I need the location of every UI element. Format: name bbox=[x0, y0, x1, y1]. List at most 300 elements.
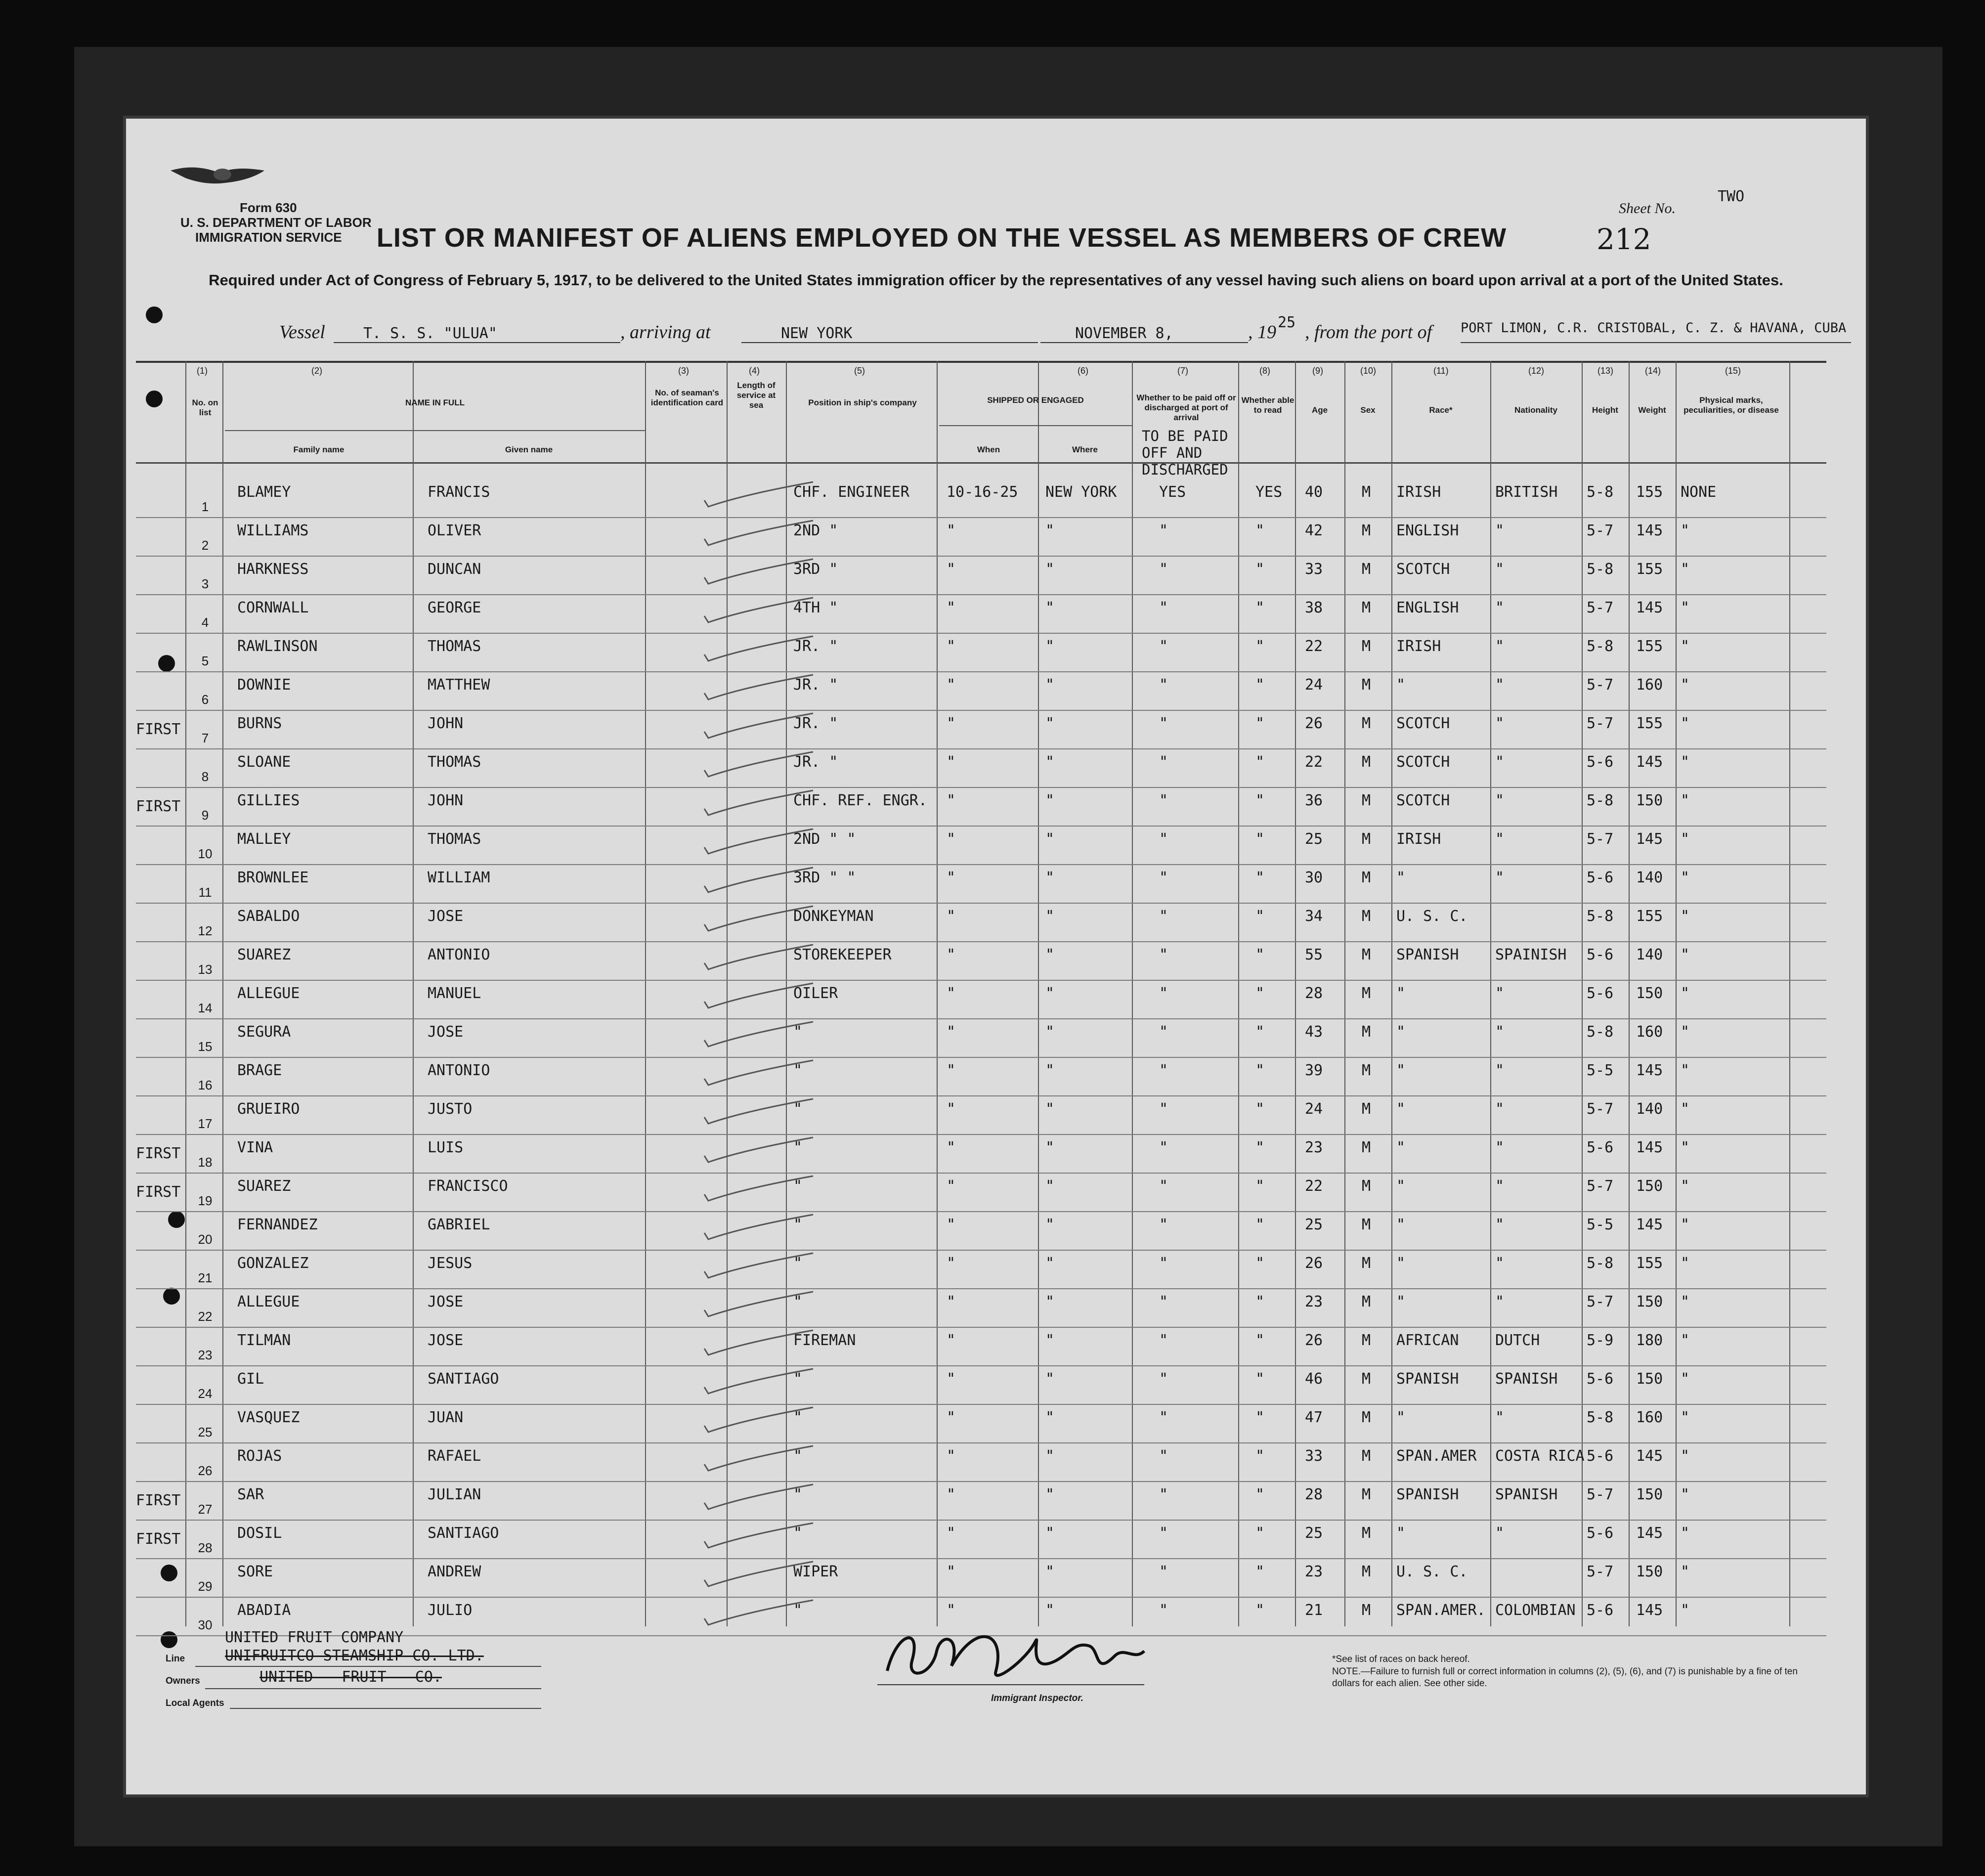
given-name-cell: JOSE bbox=[428, 1293, 464, 1310]
sheet-number-label: Sheet No. bbox=[1619, 200, 1676, 217]
header-physical-marks: Physical marks, peculiarities, or disease bbox=[1683, 395, 1779, 415]
age-cell: 22 bbox=[1305, 753, 1323, 771]
family-name-cell: WILLIAMS bbox=[237, 522, 309, 539]
family-name-cell: GONZALEZ bbox=[237, 1255, 309, 1272]
nationality-cell: " bbox=[1495, 1255, 1505, 1272]
list-number: 212 bbox=[1597, 222, 1651, 256]
shipped-where-cell: " bbox=[1045, 792, 1055, 809]
arrival-port-field bbox=[741, 321, 1038, 343]
header-shipped-engaged: SHIPPED OR ENGAGED bbox=[987, 395, 1084, 405]
age-cell: 24 bbox=[1305, 676, 1323, 694]
paid-off-cell: " bbox=[1159, 522, 1168, 539]
page-title: LIST OR MANIFEST OF ALIENS EMPLOYED ON THE VESSEL AS MEMBERS OF CREW bbox=[376, 223, 1507, 253]
paid-off-cell: " bbox=[1159, 792, 1168, 809]
service-name: IMMIGRATION SERVICE bbox=[195, 230, 342, 245]
position-cell: " bbox=[793, 1139, 803, 1156]
height-cell: 5-7 bbox=[1587, 522, 1614, 539]
paid-off-cell: " bbox=[1159, 1332, 1168, 1349]
weight-cell: 145 bbox=[1636, 830, 1663, 848]
check-mark-icon bbox=[699, 904, 828, 938]
vessel-label: Vessel bbox=[279, 322, 325, 343]
weight-cell: 150 bbox=[1636, 1370, 1663, 1388]
sex-cell: M bbox=[1362, 599, 1371, 616]
owners-label: Owners bbox=[166, 1676, 200, 1686]
shipped-when-cell: " bbox=[947, 1178, 956, 1195]
weight-cell: 145 bbox=[1636, 1062, 1663, 1079]
nationality-cell: COLOMBIAN bbox=[1495, 1602, 1576, 1619]
able-to-read-cell: " bbox=[1255, 715, 1265, 732]
height-cell: 5-8 bbox=[1587, 792, 1614, 809]
nationality-cell: " bbox=[1495, 599, 1505, 616]
shipped-where-cell: " bbox=[1045, 1023, 1055, 1041]
nationality-cell: SPANISH bbox=[1495, 1370, 1558, 1388]
position-cell: OILER bbox=[793, 985, 838, 1002]
height-cell: 5-6 bbox=[1587, 1525, 1614, 1542]
height-cell: 5-6 bbox=[1587, 753, 1614, 771]
paid-off-cell: " bbox=[1159, 676, 1168, 694]
family-name-cell: RAWLINSON bbox=[237, 638, 318, 655]
nationality-cell: " bbox=[1495, 1216, 1505, 1233]
shipped-where-cell: " bbox=[1045, 1332, 1055, 1349]
row-number: 28 bbox=[198, 1540, 213, 1555]
row-number: 6 bbox=[201, 692, 209, 707]
row-number: 12 bbox=[198, 923, 213, 938]
shipped-when-cell: " bbox=[947, 1332, 956, 1349]
race-cell: U. S. C. bbox=[1396, 1563, 1468, 1580]
position-cell: " bbox=[793, 1100, 803, 1118]
row-note: FIRST bbox=[136, 1183, 181, 1201]
paid-off-cell: " bbox=[1159, 753, 1168, 771]
sex-cell: M bbox=[1362, 522, 1371, 539]
shipped-when-cell: " bbox=[947, 908, 956, 925]
family-name-cell: SUAREZ bbox=[237, 1178, 291, 1195]
shipped-header-divider bbox=[939, 425, 1132, 426]
height-cell: 5-8 bbox=[1587, 1023, 1614, 1041]
row-number: 27 bbox=[198, 1502, 213, 1517]
shipped-where-cell: NEW YORK bbox=[1045, 483, 1117, 501]
shipped-when-cell: " bbox=[947, 715, 956, 732]
sex-cell: M bbox=[1362, 1023, 1371, 1041]
shipped-when-cell: " bbox=[947, 638, 956, 655]
shipped-when-cell: " bbox=[947, 946, 956, 963]
given-name-cell: THOMAS bbox=[428, 830, 481, 848]
position-cell: 3RD " " bbox=[793, 869, 856, 886]
family-name-cell: SORE bbox=[237, 1563, 273, 1580]
physical-marks-cell: " bbox=[1681, 638, 1690, 655]
race-cell: ENGLISH bbox=[1396, 522, 1459, 539]
sex-cell: M bbox=[1362, 1370, 1371, 1388]
arrival-port: NEW YORK bbox=[781, 325, 853, 342]
shipped-when-cell: " bbox=[947, 676, 956, 694]
sex-cell: M bbox=[1362, 1062, 1371, 1079]
age-cell: 30 bbox=[1305, 869, 1323, 886]
sex-cell: M bbox=[1362, 1602, 1371, 1619]
table-row bbox=[136, 1289, 1826, 1328]
given-name-cell: OLIVER bbox=[428, 522, 481, 539]
sex-cell: M bbox=[1362, 483, 1371, 501]
check-mark-icon bbox=[699, 1366, 828, 1401]
paid-off-cell: " bbox=[1159, 1525, 1168, 1542]
physical-marks-cell: " bbox=[1681, 830, 1690, 848]
race-cell: " bbox=[1396, 1525, 1406, 1542]
weight-cell: 145 bbox=[1636, 1602, 1663, 1619]
age-cell: 26 bbox=[1305, 1332, 1323, 1349]
race-cell: " bbox=[1396, 869, 1406, 886]
position-cell: " bbox=[793, 1023, 803, 1041]
height-cell: 5-7 bbox=[1587, 1100, 1614, 1118]
given-name-cell: GABRIEL bbox=[428, 1216, 490, 1233]
height-cell: 5-5 bbox=[1587, 1062, 1614, 1079]
family-name-cell: ROJAS bbox=[237, 1447, 282, 1465]
column-number: (5) bbox=[854, 366, 865, 376]
row-number: 15 bbox=[198, 1039, 213, 1054]
table-row bbox=[136, 1405, 1826, 1443]
row-number: 4 bbox=[201, 615, 209, 630]
nationality-cell: SPAINISH bbox=[1495, 946, 1567, 963]
sex-cell: M bbox=[1362, 1178, 1371, 1195]
height-cell: 5-8 bbox=[1587, 908, 1614, 925]
sex-cell: M bbox=[1362, 792, 1371, 809]
sex-cell: M bbox=[1362, 908, 1371, 925]
sex-cell: M bbox=[1362, 1216, 1371, 1233]
header-sex: Sex bbox=[1360, 405, 1376, 415]
table-row bbox=[136, 1443, 1826, 1482]
given-name-cell: MANUEL bbox=[428, 985, 481, 1002]
shipped-where-cell: " bbox=[1045, 522, 1055, 539]
able-to-read-cell: " bbox=[1255, 1100, 1265, 1118]
nationality-cell: COSTA RICA bbox=[1495, 1447, 1585, 1465]
nationality-cell: " bbox=[1495, 1409, 1505, 1426]
company-line: UNITED FRUIT COMPANY bbox=[225, 1629, 404, 1646]
check-mark-icon bbox=[699, 480, 828, 514]
weight-cell: 155 bbox=[1636, 561, 1663, 578]
family-name-cell: BLAMEY bbox=[237, 483, 291, 501]
position-cell: STOREKEEPER bbox=[793, 946, 892, 963]
given-name-cell: ANTONIO bbox=[428, 946, 490, 963]
age-cell: 28 bbox=[1305, 1486, 1323, 1503]
sex-cell: M bbox=[1362, 638, 1371, 655]
able-to-read-cell: " bbox=[1255, 561, 1265, 578]
weight-cell: 150 bbox=[1636, 792, 1663, 809]
shipped-where-cell: " bbox=[1045, 830, 1055, 848]
able-to-read-cell: " bbox=[1255, 676, 1265, 694]
race-cell: " bbox=[1396, 1100, 1406, 1118]
table-row bbox=[136, 1559, 1826, 1598]
height-cell: 5-7 bbox=[1587, 715, 1614, 732]
check-mark-icon bbox=[699, 827, 828, 861]
race-cell: " bbox=[1396, 1409, 1406, 1426]
line-value: UNIFRUITCO STEAMSHIP CO. LTD. bbox=[225, 1647, 484, 1664]
weight-cell: 145 bbox=[1636, 599, 1663, 616]
position-cell: JR. " bbox=[793, 715, 838, 732]
shipped-when-cell: " bbox=[947, 869, 956, 886]
family-name-cell: MALLEY bbox=[237, 830, 291, 848]
table-row bbox=[136, 1096, 1826, 1135]
header-age: Age bbox=[1311, 405, 1328, 415]
position-cell: " bbox=[793, 1409, 803, 1426]
paid-off-cell: " bbox=[1159, 1563, 1168, 1580]
punch-hole bbox=[146, 306, 163, 323]
shipped-where-cell: " bbox=[1045, 946, 1055, 963]
position-cell: DONKEYMAN bbox=[793, 908, 874, 925]
legal-requirement-text: Required under Act of Congress of February 5, 1917, to be delivered to the United States immigration officer by the representatives of any vessel having such aliens on board upon arrival at a port of the United States. bbox=[209, 271, 1783, 289]
given-name-cell: JOSE bbox=[428, 1332, 464, 1349]
position-cell: CHF. ENGINEER bbox=[793, 483, 909, 501]
race-cell: IRISH bbox=[1396, 830, 1441, 848]
able-to-read-cell: " bbox=[1255, 599, 1265, 616]
shipped-when-cell: " bbox=[947, 1370, 956, 1388]
arrival-year: 25 bbox=[1278, 314, 1296, 331]
height-cell: 5-8 bbox=[1587, 561, 1614, 578]
able-to-read-cell: " bbox=[1255, 792, 1265, 809]
age-cell: 23 bbox=[1305, 1563, 1323, 1580]
sex-cell: M bbox=[1362, 715, 1371, 732]
check-mark-icon bbox=[699, 1135, 828, 1170]
paid-off-cell: " bbox=[1159, 1178, 1168, 1195]
height-cell: 5-7 bbox=[1587, 1563, 1614, 1580]
column-number: (13) bbox=[1597, 366, 1614, 376]
paid-off-cell: " bbox=[1159, 985, 1168, 1002]
age-cell: 22 bbox=[1305, 1178, 1323, 1195]
table-row bbox=[136, 480, 1826, 518]
nationality-cell: " bbox=[1495, 869, 1505, 886]
able-to-read-cell: " bbox=[1255, 1563, 1265, 1580]
check-mark-icon bbox=[699, 1212, 828, 1247]
height-cell: 5-6 bbox=[1587, 869, 1614, 886]
row-number: 14 bbox=[198, 1001, 213, 1015]
family-name-cell: GIL bbox=[237, 1370, 264, 1388]
given-name-cell: SANTIAGO bbox=[428, 1370, 499, 1388]
column-number: (12) bbox=[1528, 366, 1545, 376]
shipped-when-cell: " bbox=[947, 1139, 956, 1156]
table-row bbox=[136, 865, 1826, 904]
shipped-where-cell: " bbox=[1045, 1409, 1055, 1426]
shipped-when-cell: " bbox=[947, 1409, 956, 1426]
shipped-when-cell: " bbox=[947, 1062, 956, 1079]
age-cell: 25 bbox=[1305, 1525, 1323, 1542]
table-row bbox=[136, 711, 1826, 749]
table-row bbox=[136, 1174, 1826, 1212]
check-mark-icon bbox=[699, 1289, 828, 1324]
shipped-where-cell: " bbox=[1045, 1062, 1055, 1079]
family-name-cell: BRAGE bbox=[237, 1062, 282, 1079]
family-name-cell: TILMAN bbox=[237, 1332, 291, 1349]
shipped-when-cell: " bbox=[947, 1293, 956, 1310]
manifest-sheet bbox=[126, 119, 1866, 1794]
header-where: Where bbox=[1072, 445, 1098, 454]
department-name: U. S. DEPARTMENT OF LABOR bbox=[180, 215, 372, 230]
row-number: 10 bbox=[198, 846, 213, 861]
table-row bbox=[136, 1019, 1826, 1058]
nationality-cell: SPANISH bbox=[1495, 1486, 1558, 1503]
weight-cell: 155 bbox=[1636, 908, 1663, 925]
able-to-read-cell: " bbox=[1255, 985, 1265, 1002]
check-mark-icon bbox=[699, 865, 828, 900]
age-cell: 33 bbox=[1305, 561, 1323, 578]
weight-cell: 140 bbox=[1636, 946, 1663, 963]
header-height: Height bbox=[1592, 405, 1618, 415]
row-note: FIRST bbox=[136, 1492, 181, 1509]
race-cell: U. S. C. bbox=[1396, 908, 1468, 925]
weight-cell: 155 bbox=[1636, 715, 1663, 732]
family-name-cell: GILLIES bbox=[237, 792, 300, 809]
able-to-read-cell: " bbox=[1255, 1332, 1265, 1349]
age-cell: 25 bbox=[1305, 1216, 1323, 1233]
row-number: 16 bbox=[198, 1078, 213, 1092]
height-cell: 5-6 bbox=[1587, 985, 1614, 1002]
shipped-when-cell: " bbox=[947, 1100, 956, 1118]
row-number: 21 bbox=[198, 1270, 213, 1285]
check-mark-icon bbox=[699, 1559, 828, 1594]
age-cell: 23 bbox=[1305, 1293, 1323, 1310]
row-number: 7 bbox=[201, 731, 209, 745]
age-cell: 39 bbox=[1305, 1062, 1323, 1079]
shipped-where-cell: " bbox=[1045, 1370, 1055, 1388]
column-number: (2) bbox=[311, 366, 322, 376]
header-when: When bbox=[977, 445, 1000, 454]
row-number: 17 bbox=[198, 1116, 213, 1131]
given-name-cell: FRANCIS bbox=[428, 483, 490, 501]
header-no-on-list: No. on list bbox=[192, 398, 218, 417]
race-cell: SPAN.AMER bbox=[1396, 1447, 1477, 1465]
check-mark-icon bbox=[699, 1521, 828, 1555]
header-nationality: Nationality bbox=[1514, 405, 1557, 415]
line-label: Line bbox=[166, 1654, 185, 1664]
shipped-where-cell: " bbox=[1045, 1255, 1055, 1272]
weight-cell: 150 bbox=[1636, 985, 1663, 1002]
family-name-cell: DOWNIE bbox=[237, 676, 291, 694]
nationality-cell: " bbox=[1495, 1139, 1505, 1156]
physical-marks-cell: " bbox=[1681, 1293, 1690, 1310]
paid-off-cell: " bbox=[1159, 561, 1168, 578]
check-mark-icon bbox=[699, 595, 828, 630]
given-name-cell: JOHN bbox=[428, 715, 464, 732]
family-name-cell: CORNWALL bbox=[237, 599, 309, 616]
row-note: FIRST bbox=[136, 1145, 181, 1162]
weight-cell: 150 bbox=[1636, 1486, 1663, 1503]
height-cell: 5-9 bbox=[1587, 1332, 1614, 1349]
sex-cell: M bbox=[1362, 1409, 1371, 1426]
column-number: (11) bbox=[1433, 366, 1449, 376]
age-cell: 24 bbox=[1305, 1100, 1323, 1118]
check-mark-icon bbox=[699, 634, 828, 668]
age-cell: 26 bbox=[1305, 715, 1323, 732]
paid-off-cell: " bbox=[1159, 715, 1168, 732]
sex-cell: M bbox=[1362, 1255, 1371, 1272]
shipped-when-cell: " bbox=[947, 1255, 956, 1272]
age-cell: 25 bbox=[1305, 830, 1323, 848]
penalty-note: NOTE.—Failure to furnish full or correct information in columns (2), (5), (6), and (7) is punishable by a fine of ten dollars for each alien. See other side. bbox=[1332, 1666, 1798, 1689]
paid-off-cell: " bbox=[1159, 1409, 1168, 1426]
shipped-when-cell: " bbox=[947, 1216, 956, 1233]
table-row bbox=[136, 749, 1826, 788]
height-cell: 5-7 bbox=[1587, 1293, 1614, 1310]
physical-marks-cell: NONE bbox=[1681, 483, 1717, 501]
able-to-read-cell: " bbox=[1255, 1293, 1265, 1310]
race-cell: AFRICAN bbox=[1396, 1332, 1459, 1349]
able-to-read-cell: " bbox=[1255, 1178, 1265, 1195]
race-cell: IRISH bbox=[1396, 638, 1441, 655]
check-mark-icon bbox=[699, 1598, 828, 1632]
position-cell: " bbox=[793, 1525, 803, 1542]
height-cell: 5-7 bbox=[1587, 830, 1614, 848]
header-bottom-border bbox=[136, 462, 1826, 464]
able-to-read-cell: " bbox=[1255, 1062, 1265, 1079]
departure-port-field bbox=[1461, 321, 1851, 343]
height-cell: 5-7 bbox=[1587, 1486, 1614, 1503]
position-cell: 4TH " bbox=[793, 599, 838, 616]
able-to-read-cell: " bbox=[1255, 1370, 1265, 1388]
weight-cell: 140 bbox=[1636, 869, 1663, 886]
able-to-read-cell: YES bbox=[1255, 483, 1283, 501]
sex-cell: M bbox=[1362, 753, 1371, 771]
given-name-cell: GEORGE bbox=[428, 599, 481, 616]
row-number: 18 bbox=[198, 1155, 213, 1170]
paid-off-cell: YES bbox=[1159, 483, 1186, 501]
age-cell: 40 bbox=[1305, 483, 1323, 501]
header-paid-off: Whether to be paid off or discharged at port of arrival bbox=[1136, 393, 1236, 422]
age-cell: 23 bbox=[1305, 1139, 1323, 1156]
check-mark-icon bbox=[699, 1174, 828, 1208]
age-cell: 21 bbox=[1305, 1602, 1323, 1619]
able-to-read-cell: " bbox=[1255, 522, 1265, 539]
paid-off-cell: " bbox=[1159, 1139, 1168, 1156]
inspector-label: Immigrant Inspector. bbox=[991, 1693, 1083, 1703]
race-cell: SCOTCH bbox=[1396, 561, 1450, 578]
table-row bbox=[136, 595, 1826, 634]
family-name-cell: DOSIL bbox=[237, 1525, 282, 1542]
given-name-cell: JUSTO bbox=[428, 1100, 473, 1118]
check-mark-icon bbox=[699, 1482, 828, 1517]
able-to-read-cell: " bbox=[1255, 638, 1265, 655]
position-cell: FIREMAN bbox=[793, 1332, 856, 1349]
departure-ports: PORT LIMON, C.R. CRISTOBAL, C. Z. & HAVANA, CUBA bbox=[1461, 320, 1847, 336]
given-name-cell: ANTONIO bbox=[428, 1062, 490, 1079]
row-note: FIRST bbox=[136, 798, 181, 815]
position-cell: " bbox=[793, 1486, 803, 1503]
physical-marks-cell: " bbox=[1681, 1178, 1690, 1195]
able-to-read-cell: " bbox=[1255, 1486, 1265, 1503]
nationality-cell: " bbox=[1495, 792, 1505, 809]
table-row bbox=[136, 1328, 1826, 1366]
physical-marks-cell: " bbox=[1681, 1255, 1690, 1272]
physical-marks-cell: " bbox=[1681, 715, 1690, 732]
paid-off-cell: " bbox=[1159, 1293, 1168, 1310]
vessel-name: T. S. S. "ULUA" bbox=[363, 325, 497, 342]
physical-marks-cell: " bbox=[1681, 1023, 1690, 1041]
able-to-read-cell: " bbox=[1255, 869, 1265, 886]
paid-off-cell: " bbox=[1159, 1370, 1168, 1388]
race-cell: ENGLISH bbox=[1396, 599, 1459, 616]
family-name-cell: ALLEGUE bbox=[237, 1293, 300, 1310]
shipped-where-cell: " bbox=[1045, 1486, 1055, 1503]
shipped-when-cell: " bbox=[947, 1525, 956, 1542]
arrival-date-field bbox=[1040, 321, 1248, 343]
row-number: 24 bbox=[198, 1386, 213, 1401]
table-row bbox=[136, 1482, 1826, 1521]
nationality-cell: " bbox=[1495, 1023, 1505, 1041]
paid-off-cell: " bbox=[1159, 1486, 1168, 1503]
paid-off-cell: " bbox=[1159, 599, 1168, 616]
height-cell: 5-6 bbox=[1587, 1602, 1614, 1619]
age-cell: 38 bbox=[1305, 599, 1323, 616]
check-mark-icon bbox=[699, 1096, 828, 1131]
position-cell: 3RD " bbox=[793, 561, 838, 578]
sex-cell: M bbox=[1362, 830, 1371, 848]
shipped-where-cell: " bbox=[1045, 1293, 1055, 1310]
table-top-border bbox=[136, 361, 1826, 363]
nationality-cell: " bbox=[1495, 715, 1505, 732]
